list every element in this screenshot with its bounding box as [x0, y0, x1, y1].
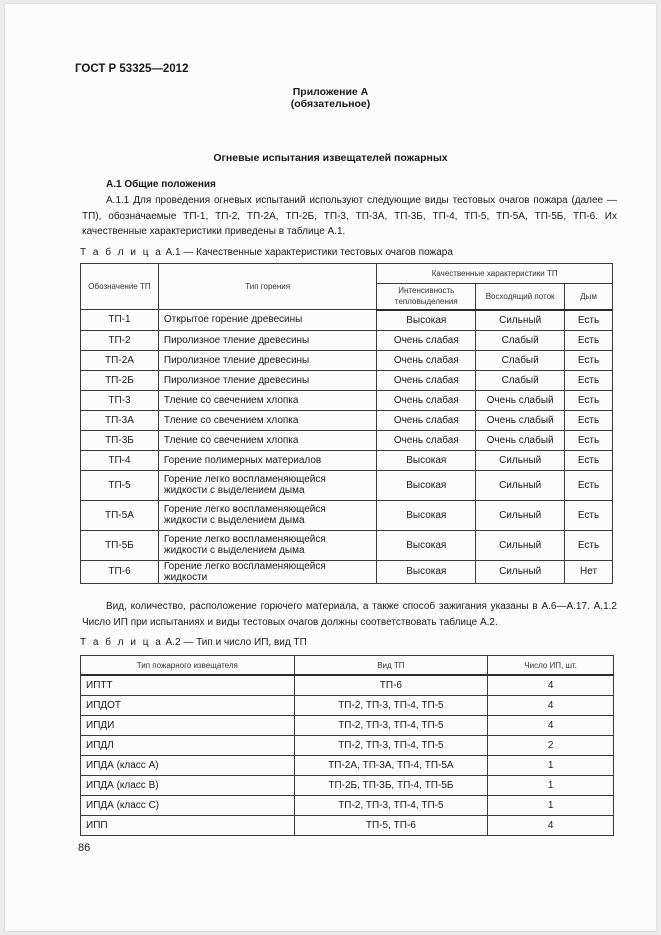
cell-count: 4: [488, 675, 614, 696]
page-number: 86: [78, 842, 91, 854]
table2-caption-text: А.2 — Тип и число ИП, вид ТП: [162, 637, 307, 648]
cell-detector: ИПДА (класс С): [81, 796, 295, 816]
cell-intensity: Очень слабая: [377, 430, 476, 450]
standard-header: ГОСТ Р 53325—2012: [75, 63, 189, 75]
cell-intensity: Очень слабая: [377, 390, 476, 410]
table-row: [81, 450, 613, 470]
table1-caption: [80, 247, 453, 258]
cell-smoke: Есть: [565, 370, 613, 390]
header-tp-kind: Вид ТП: [294, 656, 488, 676]
cell-flow: Слабый: [476, 370, 565, 390]
cell-flow: Сильный: [476, 310, 565, 331]
cell-tp: ТП-2, ТП-3, ТП-4, ТП-5: [294, 796, 488, 816]
cell-tp: ТП-2, ТП-3, ТП-4, ТП-5: [294, 736, 488, 756]
table-row: [81, 390, 613, 410]
cell-smoke: Есть: [565, 310, 613, 331]
cell-tp: ТП-5А: [81, 500, 159, 530]
header-count: Число ИП, шт.: [488, 656, 614, 676]
table-row: [81, 310, 613, 331]
table-row: [81, 716, 614, 736]
cell-tp: ТП-6: [81, 560, 159, 583]
cell-tp: ТП-2, ТП-3, ТП-4, ТП-5: [294, 696, 488, 716]
cell-type: Пиролизное тление древесины: [158, 330, 376, 350]
cell-tp: ТП-2Б, ТП-3Б, ТП-4, ТП-5Б: [294, 776, 488, 796]
cell-tp: ТП-5Б: [81, 530, 159, 560]
header-detector-type: Тип пожарного извещателя: [81, 656, 295, 676]
cell-type: Тление со свечением хлопка: [158, 390, 376, 410]
cell-tp: ТП-6: [294, 675, 488, 696]
cell-tp: ТП-4: [81, 450, 159, 470]
cell-flow: Очень слабый: [476, 390, 565, 410]
cell-intensity: Высокая: [377, 470, 476, 500]
cell-smoke: Есть: [565, 430, 613, 450]
table-row: [81, 500, 613, 530]
cell-tp: ТП-3А: [81, 410, 159, 430]
cell-smoke: Есть: [565, 390, 613, 410]
table-row: [81, 736, 614, 756]
cell-intensity: Высокая: [377, 500, 476, 530]
cell-smoke: Есть: [565, 530, 613, 560]
table-row: [81, 675, 614, 696]
table-row: [81, 776, 614, 796]
cell-flow: Слабый: [476, 350, 565, 370]
header-smoke: Дым: [565, 284, 613, 310]
table-row: [81, 696, 614, 716]
cell-count: 4: [488, 816, 614, 836]
cell-flow: Сильный: [476, 450, 565, 470]
cell-count: 2: [488, 736, 614, 756]
cell-flow: Очень слабый: [476, 410, 565, 430]
cell-intensity: Очень слабая: [377, 330, 476, 350]
section-title: Огневые испытания извещателей пожарных: [213, 152, 448, 164]
cell-tp: ТП-2А, ТП-3А, ТП-4, ТП-5А: [294, 756, 488, 776]
table-row: [81, 350, 613, 370]
cell-intensity: Высокая: [377, 450, 476, 470]
table-row: [81, 756, 614, 776]
table-row: [81, 560, 613, 583]
table-a1: [80, 263, 613, 584]
cell-type: Горение легко воспламеняющейся жидкости с выделением дыма: [158, 470, 376, 500]
cell-flow: Очень слабый: [476, 430, 565, 450]
cell-count: 1: [488, 756, 614, 776]
cell-count: 4: [488, 716, 614, 736]
cell-type: Горение легко воспламеняющейся жидкости с выделением дыма: [158, 530, 376, 560]
cell-flow: Сильный: [476, 530, 565, 560]
cell-type: Тление со свечением хлопка: [158, 430, 376, 450]
cell-smoke: Есть: [565, 500, 613, 530]
table-row: [81, 470, 613, 500]
table1-caption-prefix: Т а б л и ц а: [80, 247, 163, 258]
cell-intensity: Очень слабая: [377, 410, 476, 430]
cell-tp: ТП-3Б: [81, 430, 159, 450]
cell-smoke: Есть: [565, 330, 613, 350]
table-row: [81, 330, 613, 350]
cell-smoke: Есть: [565, 410, 613, 430]
table2-caption: [80, 637, 307, 648]
cell-intensity: Очень слабая: [377, 370, 476, 390]
cell-tp: ТП-2Б: [81, 370, 159, 390]
cell-detector: ИПДА (класс А): [81, 756, 295, 776]
paragraph-a12: Вид, количество, расположение горючего материала, а также способ зажигания указаны в А.6—А.17. А.1.2 Число ИП при испытаниях и виды тестовых очагов должны соответствовать таблице А.2.: [82, 601, 617, 628]
cell-tp: ТП-2, ТП-3, ТП-4, ТП-5: [294, 716, 488, 736]
cell-type: Горение полимерных материалов: [158, 450, 376, 470]
cell-type: Тление со свечением хлопка: [158, 410, 376, 430]
table-row: [81, 370, 613, 390]
cell-intensity: Очень слабая: [377, 350, 476, 370]
cell-tp: ТП-1: [81, 310, 159, 331]
cell-smoke: Есть: [565, 350, 613, 370]
table-row: [81, 796, 614, 816]
cell-tp: ТП-2: [81, 330, 159, 350]
cell-intensity: Высокая: [377, 530, 476, 560]
cell-detector: ИПДА (класс В): [81, 776, 295, 796]
cell-tp: ТП-5, ТП-6: [294, 816, 488, 836]
cell-detector: ИПП: [81, 816, 295, 836]
table-a2: [80, 655, 614, 836]
header-flow: Восходящий поток: [476, 284, 565, 310]
cell-intensity: Высокая: [377, 310, 476, 331]
table-row: [81, 430, 613, 450]
cell-intensity: Высокая: [377, 560, 476, 583]
header-burning-type: Тип горения: [158, 264, 376, 310]
cell-type: Пиролизное тление древесины: [158, 370, 376, 390]
cell-type: Горение легко воспламеняющейся жидкости с выделением дыма: [158, 500, 376, 530]
table2-caption-prefix: Т а б л и ц а: [80, 637, 163, 648]
cell-flow: Сильный: [476, 470, 565, 500]
cell-count: 1: [488, 796, 614, 816]
cell-type: Открытое горение древесины: [158, 310, 376, 331]
table-row: [81, 410, 613, 430]
cell-flow: Слабый: [476, 330, 565, 350]
table-row: [81, 530, 613, 560]
cell-type: Пиролизное тление древесины: [158, 350, 376, 370]
appendix-title: Приложение А: [292, 86, 369, 98]
paragraph-a11: А.1.1 Для проведения огневых испытаний используют следующие виды тестовых очагов пожара (далее — ТП), обозначаемые ТП-1, ТП-2, ТП-2А, ТП-2Б, ТП-3, ТП-3А, ТП-3Б, ТП-4, ТП-5, ТП-5А, ТП-5Б, ТП-6. Их качественные характеристики приведены в таблице А.1.: [82, 195, 617, 237]
cell-flow: Сильный: [476, 500, 565, 530]
cell-count: 1: [488, 776, 614, 796]
cell-tp: ТП-2А: [81, 350, 159, 370]
header-qualitative: Качественные характеристики ТП: [377, 264, 613, 284]
cell-flow: Сильный: [476, 560, 565, 583]
appendix-subtitle: (обязательное): [290, 98, 371, 110]
header-intensity: Интенсивность тепловыделения: [377, 284, 476, 310]
header-designation: Обозначение ТП: [81, 264, 159, 310]
subsection-title: А.1 Общие положения: [106, 179, 216, 190]
cell-count: 4: [488, 696, 614, 716]
table-row: [81, 816, 614, 836]
cell-detector: ИПТТ: [81, 675, 295, 696]
cell-tp: ТП-5: [81, 470, 159, 500]
cell-smoke: Есть: [565, 450, 613, 470]
cell-smoke: Нет: [565, 560, 613, 583]
cell-detector: ИПДОТ: [81, 696, 295, 716]
table1-caption-text: А.1 — Качественные характеристики тестовых очагов пожара: [162, 247, 453, 258]
cell-smoke: Есть: [565, 470, 613, 500]
cell-detector: ИПДЛ: [81, 736, 295, 756]
cell-type: Горение легко воспламеняющейся жидкости: [158, 560, 376, 583]
cell-tp: ТП-3: [81, 390, 159, 410]
cell-detector: ИПДИ: [81, 716, 295, 736]
